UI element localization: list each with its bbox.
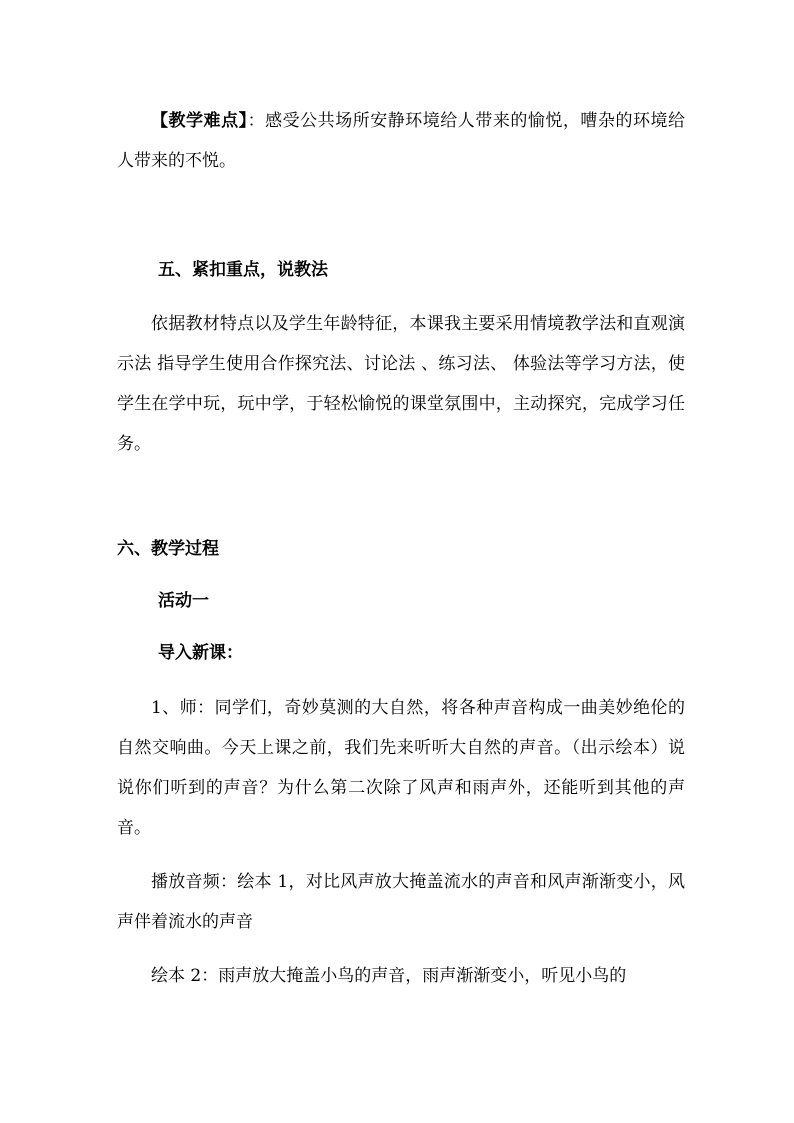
teaching-difficulty-text: ：感受公共场所安静环境给人带来的愉悦，嘈杂的环境给人带来的不悦。 (117, 111, 686, 171)
teaching-method-paragraph: 依据教材特点以及学生年龄特征，本课我主要采用情境教学法和直观演示法 指导学生使用合作探究法、讨论法 、练习法、 体验法等学习方法，使学生在学中玩，玩中学，于轻松愉悦的课堂氛围中，主动探究，完成学习任务。 (117, 314, 685, 454)
audio-description-2: 绘本 2：雨声放大掩盖小鸟的声音，雨声渐渐变小，听见小鸟的 (151, 966, 627, 986)
activity-title: 活动一 (158, 591, 209, 611)
section-6-heading: 六、教学过程 (117, 539, 219, 559)
audio-description-1: 播放音频：绘本 1，对比风声放大掩盖流水的声音和风声渐渐变小，风声伴着流水的声音 (117, 872, 685, 932)
teaching-difficulty-paragraph (117, 101, 685, 181)
lesson-item-1: 1、师：同学们，奇妙莫测的大自然，将各种声音构成一曲美妙绝伦的自然交响曲。今天上课之前，我们先来听听大自然的声音。（出示绘本）说说你们听到的声音？为什么第二次除了风声和雨声外，还能听到其他的声音。 (117, 698, 685, 838)
section-5-heading: 五、紧扣重点，说教法 (158, 260, 328, 280)
teaching-difficulty-label: 【教学难点】 (151, 111, 248, 131)
intro-title: 导入新课： (158, 643, 243, 663)
